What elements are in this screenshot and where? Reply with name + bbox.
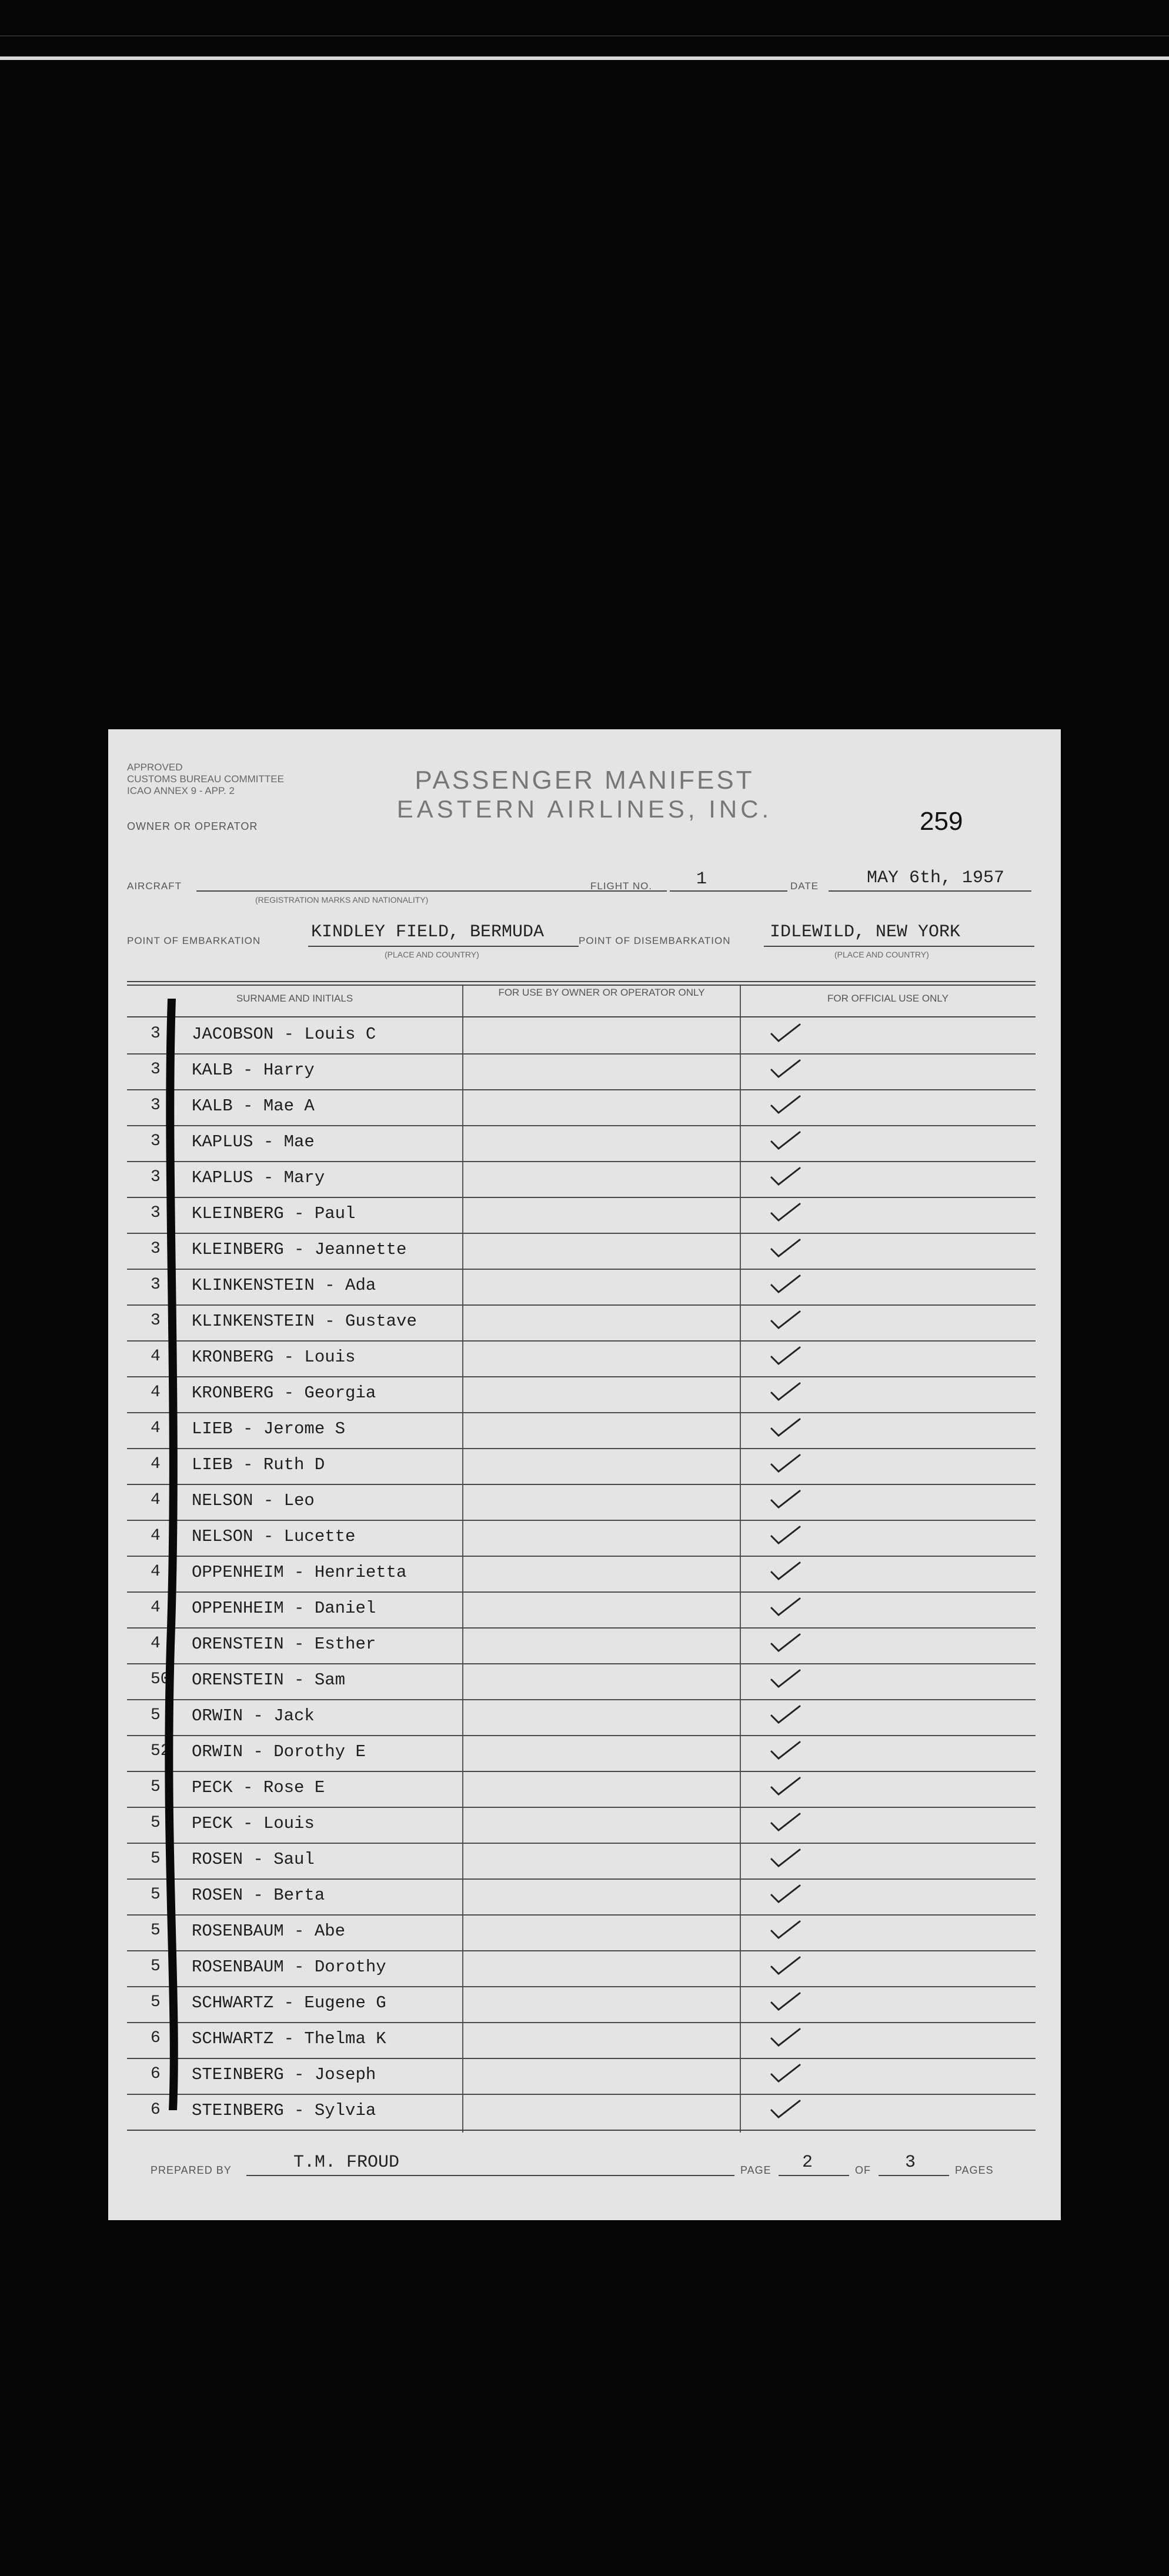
row-number: 5 xyxy=(151,1706,161,1724)
check-mark-icon xyxy=(769,1202,802,1223)
row-number: 3 xyxy=(151,1025,161,1043)
passenger-name: ROSENBAUM - Dorothy xyxy=(192,1957,386,1977)
embarkation-underline xyxy=(308,946,579,947)
row-number: 5 xyxy=(151,1850,161,1868)
passenger-name: KLEINBERG - Paul xyxy=(192,1204,356,1223)
flight-underline xyxy=(670,890,787,892)
passenger-name: KRONBERG - Louis xyxy=(192,1347,356,1367)
approved-note-line: APPROVED xyxy=(127,762,183,773)
row-number: 5 xyxy=(151,1957,161,1976)
prepared-underline xyxy=(246,2175,734,2176)
row-number: 4 xyxy=(151,1563,161,1581)
passenger-name: ORENSTEIN - Esther xyxy=(192,1634,376,1654)
disembarkation-value: IDLEWILD, NEW YORK xyxy=(770,922,961,942)
row-number: 6 xyxy=(151,2029,161,2047)
check-mark-icon xyxy=(769,1740,802,1761)
check-mark-icon xyxy=(769,1632,802,1653)
table-bottom-rule xyxy=(127,2130,1036,2131)
check-mark-icon xyxy=(769,1309,802,1330)
table-row xyxy=(127,1699,1036,1736)
passenger-name: NELSON - Lucette xyxy=(192,1527,356,1546)
manifest-sheet xyxy=(108,729,1061,2220)
check-mark-icon xyxy=(769,1919,802,1940)
table-row xyxy=(127,1591,1036,1629)
passenger-name: PECK - Louis xyxy=(192,1814,315,1833)
table-row xyxy=(127,1556,1036,1593)
table-row xyxy=(127,1340,1036,1377)
row-number: 3 xyxy=(151,1276,161,1294)
passenger-name: ORWIN - Dorothy E xyxy=(192,1742,366,1761)
microfilm-header-bar xyxy=(0,56,1169,60)
row-number: 50 xyxy=(151,1670,171,1689)
passenger-name: ROSENBAUM - Abe xyxy=(192,1921,346,1941)
passenger-name: OPPENHEIM - Henrietta xyxy=(192,1563,407,1582)
check-mark-icon xyxy=(769,1417,802,1438)
row-number: 4 xyxy=(151,1527,161,1545)
passenger-name: KLINKENSTEIN - Ada xyxy=(192,1276,376,1295)
passenger-name: ORWIN - Jack xyxy=(192,1706,315,1726)
passenger-name: KLINKENSTEIN - Gustave xyxy=(192,1312,417,1331)
row-number: 3 xyxy=(151,1096,161,1115)
check-mark-icon xyxy=(769,1381,802,1402)
row-number: 5 xyxy=(151,1778,161,1796)
passenger-name: PECK - Rose E xyxy=(192,1778,325,1797)
table-row xyxy=(127,1807,1036,1844)
table-row xyxy=(127,1484,1036,1521)
check-mark-icon xyxy=(769,1596,802,1617)
row-number: 5 xyxy=(151,1993,161,2011)
document-number: 259 xyxy=(920,807,963,836)
row-number: 3 xyxy=(151,1168,161,1186)
row-number: 6 xyxy=(151,2065,161,2083)
row-number: 3 xyxy=(151,1132,161,1150)
embarkation-sublabel: (PLACE AND COUNTRY) xyxy=(385,950,479,959)
table-row xyxy=(127,1771,1036,1808)
check-mark-icon xyxy=(769,1668,802,1689)
check-mark-icon xyxy=(769,1489,802,1510)
row-number: 5 xyxy=(151,1921,161,1940)
check-mark-icon xyxy=(769,1022,802,1043)
passenger-name: NELSON - Leo xyxy=(192,1491,315,1510)
of-label: OF xyxy=(855,2164,871,2176)
page-underline xyxy=(779,2175,849,2176)
check-mark-icon xyxy=(769,1560,802,1581)
passenger-name: KRONBERG - Georgia xyxy=(192,1383,376,1403)
row-number: 4 xyxy=(151,1419,161,1437)
check-mark-icon xyxy=(769,2098,802,2120)
table-row xyxy=(127,1161,1036,1198)
row-number: 4 xyxy=(151,1599,161,1617)
disembarkation-label: POINT OF DISEMBARKATION xyxy=(579,935,731,946)
ink-margin-line xyxy=(161,999,185,2110)
table-row xyxy=(127,2058,1036,2095)
check-mark-icon xyxy=(769,1130,802,1151)
passenger-name: LIEB - Ruth D xyxy=(192,1455,325,1474)
row-number: 3 xyxy=(151,1060,161,1079)
of-underline xyxy=(879,2175,949,2176)
table-top-rule xyxy=(127,981,1036,982)
passenger-name: LIEB - Jerome S xyxy=(192,1419,346,1439)
date-underline xyxy=(829,890,1031,892)
owner-label: OWNER OR OPERATOR xyxy=(127,820,258,832)
check-mark-icon xyxy=(769,1776,802,1797)
header-owner-use: FOR USE BY OWNER OR OPERATOR ONLY xyxy=(498,987,705,998)
row-number: 4 xyxy=(151,1455,161,1473)
form-title: PASSENGER MANIFEST xyxy=(415,766,754,795)
table-row xyxy=(127,1878,1036,1916)
passenger-name: STEINBERG - Joseph xyxy=(192,2065,376,2084)
airline-name: EASTERN AIRLINES, INC. xyxy=(396,795,773,823)
passenger-name: KLEINBERG - Jeannette xyxy=(192,1240,407,1259)
header-official-use: FOR OFFICIAL USE ONLY xyxy=(827,993,948,1004)
table-row xyxy=(127,1735,1036,1772)
table-row xyxy=(127,1627,1036,1664)
flight-label: FLIGHT NO. xyxy=(590,880,653,892)
check-mark-icon xyxy=(769,1058,802,1079)
table-row xyxy=(127,1376,1036,1413)
row-number: 4 xyxy=(151,1491,161,1509)
aircraft-label: AIRCRAFT xyxy=(127,880,182,892)
table-row xyxy=(127,1843,1036,1880)
table-row xyxy=(127,2094,1036,2131)
header-surname: SURNAME AND INITIALS xyxy=(236,993,353,1004)
table-row xyxy=(127,1914,1036,1951)
row-number: 4 xyxy=(151,1634,161,1653)
table-row xyxy=(127,1520,1036,1557)
passenger-name: OPPENHEIM - Daniel xyxy=(192,1599,376,1618)
check-mark-icon xyxy=(769,1811,802,1833)
passenger-name: KAPLUS - Mae xyxy=(192,1132,315,1152)
row-number: 3 xyxy=(151,1240,161,1258)
check-mark-icon xyxy=(769,1883,802,1904)
passenger-name: SCHWARTZ - Eugene G xyxy=(192,1993,386,2013)
row-number: 3 xyxy=(151,1204,161,1222)
check-mark-icon xyxy=(769,1847,802,1868)
passenger-name: KALB - Mae A xyxy=(192,1096,315,1116)
check-mark-icon xyxy=(769,1345,802,1366)
date-label: DATE xyxy=(790,880,819,892)
embarkation-value: KINDLEY FIELD, BERMUDA xyxy=(311,922,545,942)
table-row xyxy=(127,1412,1036,1449)
disembarkation-underline xyxy=(764,946,1034,947)
table-row xyxy=(127,1197,1036,1234)
passenger-name: ROSEN - Berta xyxy=(192,1886,325,1905)
passenger-name: KAPLUS - Mary xyxy=(192,1168,325,1187)
row-number: 3 xyxy=(151,1312,161,1330)
row-number: 5 xyxy=(151,1814,161,1832)
passenger-name: SCHWARTZ - Thelma K xyxy=(192,2029,386,2048)
check-mark-icon xyxy=(769,1453,802,1474)
page-value: 2 xyxy=(802,2153,813,2173)
approved-note-line: ICAO ANNEX 9 - APP. 2 xyxy=(127,785,235,796)
table-row xyxy=(127,1986,1036,2023)
passenger-name: ROSEN - Saul xyxy=(192,1850,315,1869)
passenger-name: ORENSTEIN - Sam xyxy=(192,1670,346,1690)
check-mark-icon xyxy=(769,1524,802,1546)
table-row xyxy=(127,1269,1036,1306)
page-label: PAGE xyxy=(740,2164,771,2176)
prepared-value: T.M. FROUD xyxy=(293,2153,400,2173)
table-row xyxy=(127,1089,1036,1126)
table-row xyxy=(127,1017,1036,1055)
table-row xyxy=(127,1950,1036,1987)
disembarkation-sublabel: (PLACE AND COUNTRY) xyxy=(834,950,929,959)
check-mark-icon xyxy=(769,1955,802,1976)
row-number: 4 xyxy=(151,1383,161,1402)
table-row xyxy=(127,1053,1036,1090)
row-number: 5 xyxy=(151,1886,161,1904)
table-row xyxy=(127,1125,1036,1162)
table-row xyxy=(127,1448,1036,1485)
passenger-name: STEINBERG - Sylvia xyxy=(192,2101,376,2120)
passenger-name: JACOBSON - Louis C xyxy=(192,1025,376,1044)
check-mark-icon xyxy=(769,2063,802,2084)
check-mark-icon xyxy=(769,1166,802,1187)
table-row xyxy=(127,1233,1036,1270)
table-row xyxy=(127,1304,1036,1342)
flight-value: 1 xyxy=(696,869,707,889)
row-number: 6 xyxy=(151,2101,161,2119)
check-mark-icon xyxy=(769,1237,802,1259)
prepared-label: PREPARED BY xyxy=(151,2164,232,2176)
of-value: 3 xyxy=(905,2153,916,2173)
check-mark-icon xyxy=(769,1094,802,1115)
table-top-rule xyxy=(127,985,1036,986)
check-mark-icon xyxy=(769,1704,802,1725)
check-mark-icon xyxy=(769,1991,802,2012)
check-mark-icon xyxy=(769,1273,802,1294)
check-mark-icon xyxy=(769,2027,802,2048)
date-value: MAY 6th, 1957 xyxy=(867,868,1005,888)
table-row xyxy=(127,1663,1036,1700)
row-number: 52 xyxy=(151,1742,171,1760)
embarkation-label: POINT OF EMBARKATION xyxy=(127,935,261,946)
approved-note-line: CUSTOMS BUREAU COMMITTEE xyxy=(127,773,284,785)
pages-label: PAGES xyxy=(955,2164,994,2176)
aircraft-sublabel: (REGISTRATION MARKS AND NATIONALITY) xyxy=(255,895,429,905)
top-edge-line xyxy=(0,35,1169,36)
row-number: 4 xyxy=(151,1347,161,1366)
passenger-name: KALB - Harry xyxy=(192,1060,315,1080)
table-row xyxy=(127,2022,1036,2059)
